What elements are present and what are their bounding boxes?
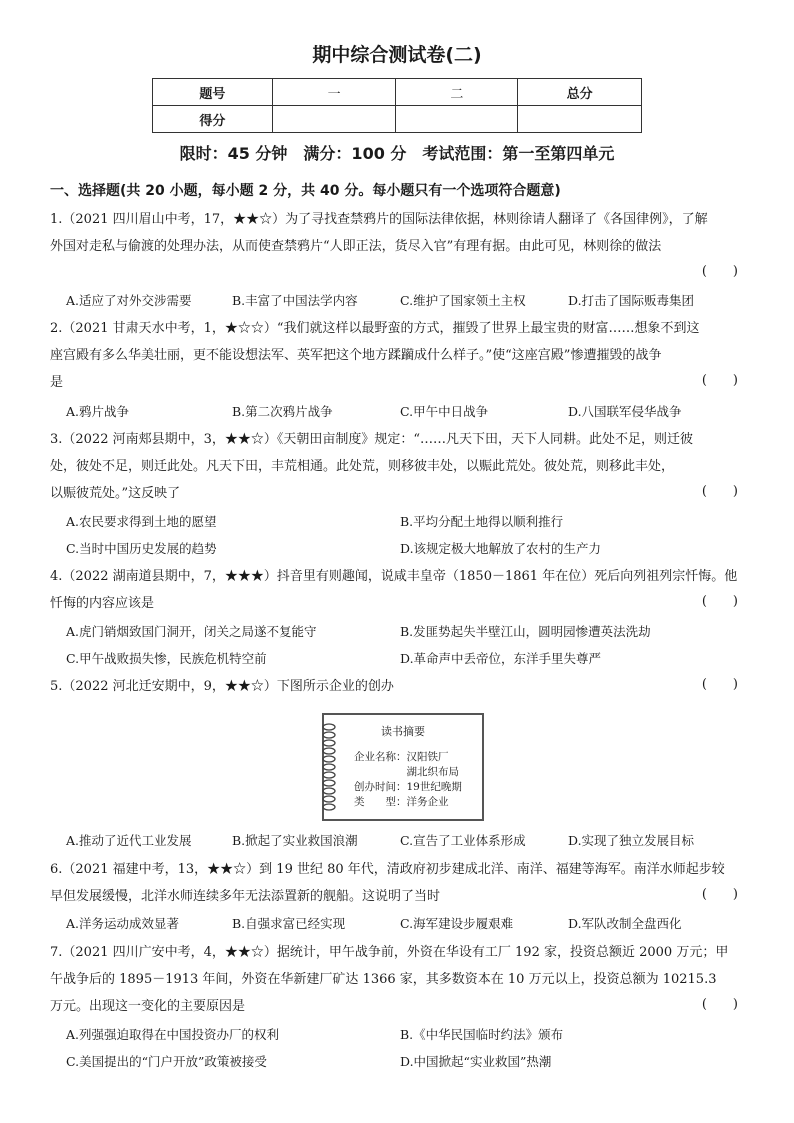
option-c[interactable]: C.宣告了工业体系形成 <box>400 833 526 848</box>
question-line: 处，彼处不足，则迁此处。凡天下田，丰荒相通。此处荒，则移彼丰处，以赈此荒处。彼处荒，则移此丰处， <box>50 459 675 474</box>
question-line: 万元。出现这一变化的主要原因是 <box>50 999 246 1014</box>
question-line: 7.（2021 四川广安中考，4，★★☆）据统计，甲午战争前，外资在华设有工厂 192 家，投资总额近 2000 万元；甲 <box>50 945 729 960</box>
question-3 <box>50 426 740 507</box>
score-table <box>152 78 642 133</box>
option-a[interactable]: A.虎门销烟致国门洞开，闭关之局遂不复能守 <box>66 624 317 639</box>
option-a[interactable]: A.农民要求得到土地的愿望 <box>66 514 217 529</box>
answer-blank[interactable]: ( ) <box>701 594 738 609</box>
option-a[interactable]: A.适应了对外交涉需要 <box>66 293 192 308</box>
score-table-header-row <box>153 79 642 106</box>
option-c[interactable]: C.维护了国家领土主权 <box>400 293 526 308</box>
question-line: 5.（2022 河北迁安期中，9，★★☆）下图所示企业的创办 <box>50 679 394 694</box>
score-table-score-row <box>153 106 642 133</box>
question-line: 早但发展缓慢，北洋水师连续多年无法添置新的舰船。这说明了当时 <box>50 889 441 904</box>
option-d[interactable]: D.八国联军侵华战争 <box>568 404 682 419</box>
options-row <box>66 1048 746 1075</box>
answer-blank[interactable]: ( ) <box>701 264 738 279</box>
card-line: 创办时间：19世纪晚期 <box>354 781 462 793</box>
options-row <box>66 618 746 645</box>
question-1 <box>50 206 740 260</box>
option-d[interactable]: D.革命声中丢帝位，东洋手里失尊严 <box>400 651 602 666</box>
option-b[interactable]: B.掀起了实业救国浪潮 <box>232 833 358 848</box>
card-line: 类 型：洋务企业 <box>354 796 449 808</box>
option-c[interactable]: C.美国提出的“门户开放”政策被接受 <box>66 1054 267 1069</box>
question-4 <box>50 563 740 617</box>
options-row <box>66 508 746 535</box>
question-line: 是 <box>50 375 64 390</box>
option-c[interactable]: C.甲午中日战争 <box>400 404 489 419</box>
option-d[interactable]: D.军队改制全盘西化 <box>568 916 682 931</box>
question-line: 6.（2021 福建中考，13，★★☆）到 19 世纪 80 年代，清政府初步建成北洋、南洋、福建等海军。南洋水师起步较 <box>50 862 725 877</box>
question-line: 1.（2021 四川眉山中考，17，★★☆）为了寻找查禁鸦片的国际法律依据，林则徐请人翻译了《各国律例》，了解 <box>50 212 708 227</box>
option-a[interactable]: A.洋务运动成效显著 <box>66 916 180 931</box>
options-row <box>66 398 746 425</box>
card-line: 企业名称：汉阳铁厂 <box>354 751 449 763</box>
option-b[interactable]: B.发匪势起失半壁江山，圆明园惨遭英法洗劫 <box>400 624 651 639</box>
answer-blank[interactable]: ( ) <box>701 677 738 692</box>
score-input-part2[interactable] <box>396 106 518 133</box>
page-title: 期中综合测试卷(二) <box>312 44 482 66</box>
options-row <box>66 645 746 672</box>
question-line: 座宫殿有多么华美壮丽，更不能设想法军、英军把这个地方蹂躏成什么样子。”使“这座宫殿”惨遭摧毁的战争 <box>50 348 662 363</box>
options-row <box>66 827 746 854</box>
question-line: 忏悔的内容应该是 <box>50 596 155 611</box>
answer-blank[interactable]: ( ) <box>701 373 738 388</box>
option-b[interactable]: B.第二次鸦片战争 <box>232 404 333 419</box>
reading-notes-card <box>322 713 484 821</box>
exam-limits: 限时：45 分钟 满分：100 分 考试范围：第一至第四单元 <box>179 144 615 163</box>
score-cell-label: 题号 <box>153 79 273 106</box>
card-line: 湖北织布局 <box>354 766 459 778</box>
question-line: 2.（2021 甘肃天水中考，1，★☆☆）“我们就这样以最野蛮的方式，摧毁了世界上最宝贵的财富……想象不到这 <box>50 321 700 336</box>
score-input-total[interactable] <box>518 106 642 133</box>
card-title: 读书摘要 <box>381 725 425 738</box>
option-b[interactable]: B.丰富了中国法学内容 <box>232 293 358 308</box>
answer-blank[interactable]: ( ) <box>701 997 738 1012</box>
question-line: 外国对走私与偷渡的处理办法，从而使查禁鸦片“人即正法，货尽入官”有理有据。由此可见，林则徐的做法 <box>50 239 662 254</box>
section-heading: 一、选择题(共 20 小题，每小题 2 分，共 40 分。每小题只有一个选项符合题意) <box>50 183 561 199</box>
score-cell-part2: 二 <box>396 79 518 106</box>
question-line: 午战争后的 1895－1913 年间，外资在华新建厂矿达 1366 家，其多数资本在 10 万元以上，投资总额为 10215.3 <box>50 972 717 987</box>
option-c[interactable]: C.甲午战败损失惨，民族危机特空前 <box>66 651 267 666</box>
option-b[interactable]: B.自强求富已经实现 <box>232 916 346 931</box>
question-7 <box>50 939 740 1020</box>
question-2 <box>50 315 740 396</box>
option-d[interactable]: D.该规定极大地解放了农村的生产力 <box>400 541 602 556</box>
option-b[interactable]: B.平均分配土地得以顺利推行 <box>400 514 564 529</box>
question-6 <box>50 856 740 910</box>
options-row <box>66 1021 746 1048</box>
question-line: 以赈彼荒处。”这反映了 <box>50 486 181 501</box>
score-cell-part1: 一 <box>272 79 396 106</box>
option-a[interactable]: A.列强强迫取得在中国投资办厂的权利 <box>66 1027 280 1042</box>
option-a[interactable]: A.鸦片战争 <box>66 404 130 419</box>
options-row <box>66 910 746 937</box>
option-c[interactable]: C.当时中国历史发展的趋势 <box>66 541 217 556</box>
option-a[interactable]: A.推动了近代工业发展 <box>66 833 192 848</box>
option-c[interactable]: C.海军建设步履艰难 <box>400 916 514 931</box>
option-d[interactable]: D.实现了独立发展目标 <box>568 833 695 848</box>
answer-blank[interactable]: ( ) <box>701 484 738 499</box>
answer-blank[interactable]: ( ) <box>701 887 738 902</box>
score-input-part1[interactable] <box>272 106 396 133</box>
options-row <box>66 287 746 314</box>
question-5 <box>50 673 740 700</box>
question-line: 4.（2022 湖南道县期中，7，★★★）抖音里有则趣闻，说咸丰皇帝（1850－1861 年在位）死后向列祖列宗忏悔。他 <box>50 569 738 584</box>
option-b[interactable]: B.《中华民国临时约法》颁布 <box>400 1027 564 1042</box>
option-d[interactable]: D.中国掀起“实业救国”热潮 <box>400 1054 552 1069</box>
score-cell-total: 总分 <box>518 79 642 106</box>
option-d[interactable]: D.打击了国际贩毒集团 <box>568 293 695 308</box>
options-row <box>66 535 746 562</box>
score-cell-score-label: 得分 <box>153 106 273 133</box>
question-line: 3.（2022 河南郏县期中，3，★★☆）《天朝田亩制度》规定：“……凡天下田，天下人同耕。此处不足，则迁彼 <box>50 432 694 447</box>
